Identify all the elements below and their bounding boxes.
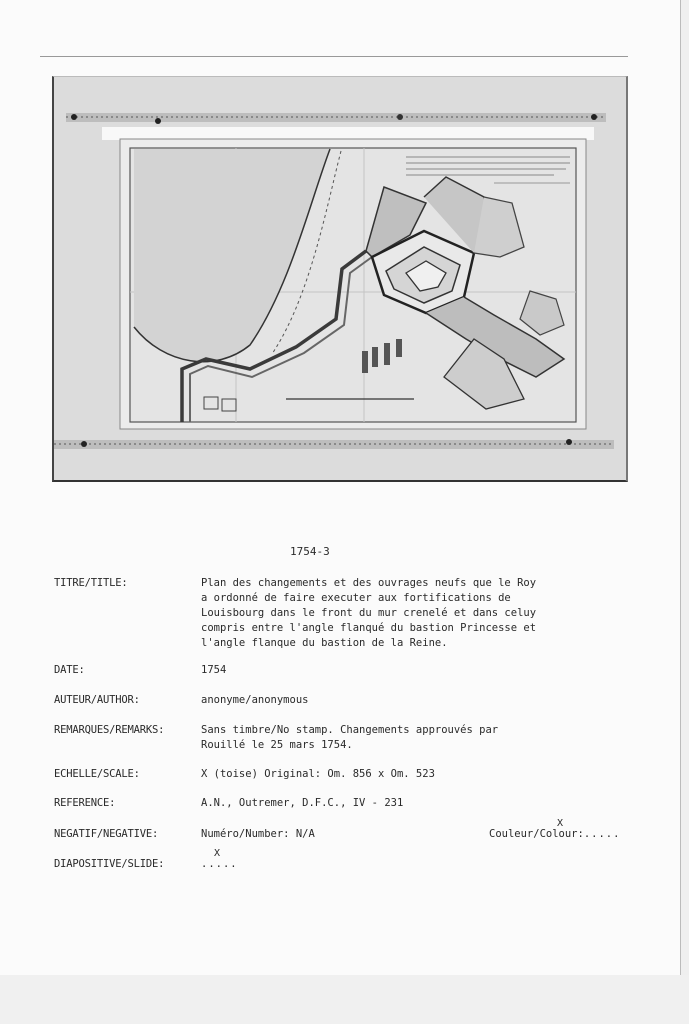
slide-x-mark: X: [214, 848, 221, 859]
map-photograph: [52, 76, 628, 482]
date-label: DATE:: [54, 664, 85, 676]
author-label: AUTEUR/AUTHOR:: [54, 694, 140, 706]
title-value: Plan des changements et des ouvrages neufs que le Roy a ordonné de faire executer aux fortifications de Louisbourg dans le front du mur crenelé et dans celuy compris entre l'angle flanqué du bastion Princesse et l'angle flanque du bastion de la Reine.: [201, 577, 537, 649]
page-edge: [680, 0, 689, 975]
colour-dots: .....: [583, 828, 621, 840]
negative-label: NEGATIF/NEGATIVE:: [54, 828, 159, 840]
colour-x-mark: X: [557, 818, 564, 829]
scale-label: ECHELLE/SCALE:: [54, 768, 140, 780]
reference-value: A.N., Outremer, D.F.C., IV - 231: [201, 797, 404, 809]
negative-number-value: N/A: [295, 828, 315, 840]
top-rule: [40, 56, 628, 57]
fortification-plan-image: [54, 77, 626, 480]
remarks-label: REMARQUES/REMARKS:: [54, 724, 165, 736]
date-value: 1754: [201, 664, 227, 676]
author-value: anonyme/anonymous: [201, 694, 309, 706]
colour-field: [489, 827, 620, 842]
scale-value: X (toise) Original: Om. 856 x Om. 523: [201, 768, 435, 780]
title-label: TITRE/TITLE:: [54, 577, 128, 589]
colour-label: Couleur/Colour:: [489, 828, 584, 840]
remarks-value: Sans timbre/No stamp. Changements approuvés par Rouillé le 25 mars 1754.: [201, 724, 499, 751]
document-number: 1754-3: [290, 545, 330, 558]
slide-dots: .....: [201, 858, 238, 870]
reference-label: REFERENCE:: [54, 797, 116, 809]
negative-number-label: Numéro/Number:: [201, 828, 290, 840]
page-bottom-margin: [0, 975, 689, 1024]
slide-label: DIAPOSITIVE/SLIDE:: [54, 858, 165, 870]
